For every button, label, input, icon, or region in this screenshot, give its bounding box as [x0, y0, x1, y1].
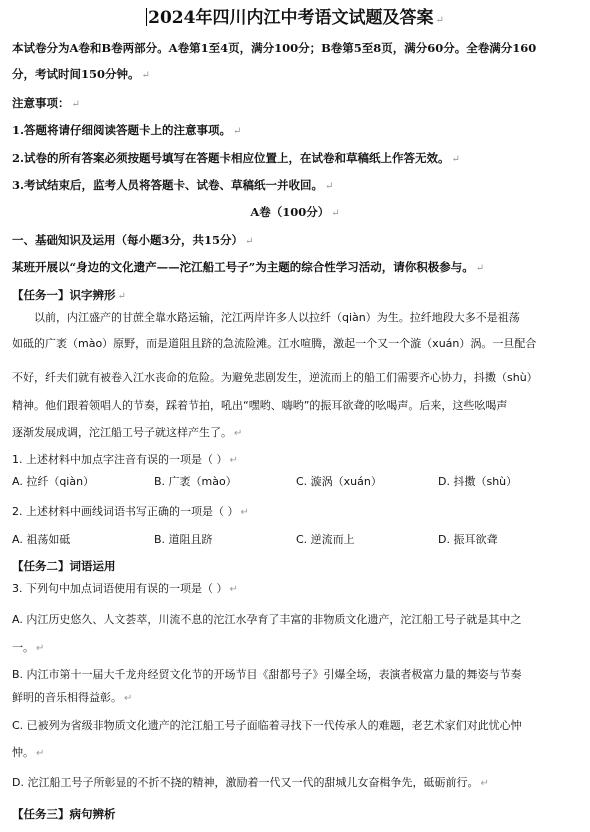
q3-option-b-line-2: 鲜明的音乐相得益彰。 ↵ [12, 691, 133, 704]
q2-choice-b[interactable]: B. 道阻且跻 [154, 533, 213, 546]
q3-option-a-line-1: A. 内江历史悠久、人文荟萃，川流不息的沱江水孕育了丰富的非物质文化遗产，沱江船工号子就是其中之 [12, 613, 522, 626]
paragraph-mark-icon: ↵ [331, 208, 340, 219]
q3-option-a-line-2: 一。 ↵ [12, 641, 45, 654]
paragraph-mark-icon: ↵ [240, 507, 249, 518]
question-2: 2. 上述材料中画线词语书写正确的一项是（ ） ↵ [12, 505, 249, 518]
part1-heading: 一、基础知识及运用（每小题3分，共15分） ↵ [12, 233, 254, 247]
q3-option-c-line-1: C. 已被列为省级非物质文化遗产的沱江船工号子面临着寻找下一代传承人的难题，老艺术家们对此忧心忡 [12, 719, 522, 732]
note-2: 2.试卷的所有答案必须按题号填写在答题卡相应位置上，在试卷和草稿纸上作答无效。 ↵ [12, 151, 460, 165]
q2-choice-a[interactable]: A. 祖荡如砥 [12, 533, 71, 546]
notes-heading: 注意事项： ↵ [12, 96, 80, 110]
paragraph-mark-icon: ↵ [229, 584, 238, 595]
intro-line-2: 分，考试时间150分钟。 ↵ [12, 67, 150, 81]
q3-option-d: D. 沱江船工号子所彰显的不折不挠的精神，激励着一代又一代的甜城儿女奋楫争先，砥砺前行。 ↵ [12, 776, 489, 789]
section-a-heading: A卷（100分） ↵ [250, 205, 340, 219]
paragraph-mark-icon: ↵ [435, 15, 444, 26]
question-3: 3. 下列句中加点词语使用有误的一项是（ ） ↵ [12, 582, 238, 595]
q3-option-c-line-2: 忡。 ↵ [12, 746, 45, 759]
note-1: 1.答题将请仔细阅读答题卡上的注意事项。 ↵ [12, 123, 242, 137]
note-3: 3.考试结束后，监考人员将答题卡、试卷、草稿纸一并收回。 ↵ [12, 178, 334, 192]
q1-choice-a[interactable]: A. 拉纤（qiàn） [12, 475, 95, 488]
q1-choice-d[interactable]: D. 抖擞（shù） [438, 475, 518, 488]
paragraph-mark-icon: ↵ [141, 70, 150, 81]
paragraph-mark-icon: ↵ [480, 778, 489, 789]
passage-line-3: 不好，纤夫们就有被卷入江水丧命的危险。为避免悲剧发生，逆流而上的船工们需要齐心协力，抖擞（shù） [12, 371, 538, 384]
paragraph-mark-icon: ↵ [36, 643, 45, 654]
paragraph-mark-icon: ↵ [36, 748, 45, 759]
paragraph-mark-icon: ↵ [124, 693, 133, 704]
passage-line-4: 精神。他们跟着领唱人的节奏，踩着节拍，吼出“嘿哟、嗨哟”的振耳欲聋的吆喝声。后来，这些吆喝声 [12, 399, 508, 412]
paragraph-mark-icon: ↵ [234, 428, 243, 439]
paragraph-mark-icon: ↵ [117, 291, 126, 302]
task2-heading: 【任务二】词语运用 [12, 559, 116, 573]
paragraph-mark-icon: ↵ [325, 181, 334, 192]
paragraph-mark-icon: ↵ [233, 126, 242, 137]
q2-choice-c[interactable]: C. 逆流而上 [296, 533, 355, 546]
question-1: 1. 上述材料中加点字注音有误的一项是（ ） ↵ [12, 453, 238, 466]
paragraph-mark-icon: ↵ [71, 99, 80, 110]
paragraph-mark-icon: ↵ [451, 154, 460, 165]
passage-line-5: 逐渐发展成调，沱江船工号子就这样产生了。 ↵ [12, 426, 243, 439]
task1-heading: 【任务一】识字辨形 ↵ [12, 288, 126, 302]
activity-intro: 某班开展以“身边的文化遗产——沱江船工号子”为主题的综合性学习活动，请你积极参与。 ↵ [12, 260, 485, 274]
passage-line-1: 以前，内江盛产的甘蔗全靠水路运输，沱江两岸许多人以拉纤（qiàn）为生。拉纤地段大多不是祖荡 [34, 311, 520, 324]
document-title[interactable]: 2024年四川内江中考语文试题及答案 ↵ [148, 8, 444, 28]
q2-choice-d[interactable]: D. 振耳欲聋 [438, 533, 498, 546]
q1-choice-c[interactable]: C. 漩涡（xuán） [296, 475, 382, 488]
text-cursor [146, 8, 147, 26]
q3-option-b-line-1: B. 内江市第十一届大千龙舟经贸文化节的开场节目《甜都号子》引爆全场，表演者极富力量的舞姿与节奏 [12, 668, 522, 681]
paragraph-mark-icon: ↵ [475, 263, 485, 274]
task3-heading: 【任务三】病句辨析 [12, 807, 116, 821]
intro-line-1: 本试卷分为A卷和B卷两部分。A卷第1至4页，满分100分；B卷第5至8页，满分60分。全卷满分160 [12, 41, 537, 55]
paragraph-mark-icon: ↵ [245, 236, 254, 247]
paragraph-mark-icon: ↵ [229, 455, 238, 466]
passage-line-2: 如砥的广袤（mào）原野，而是道阻且跻的急流险滩。江水喧腾，激起一个又一个漩（xuán）涡。一旦配合 [12, 337, 537, 350]
q1-choice-b[interactable]: B. 广袤（mào） [154, 475, 237, 488]
